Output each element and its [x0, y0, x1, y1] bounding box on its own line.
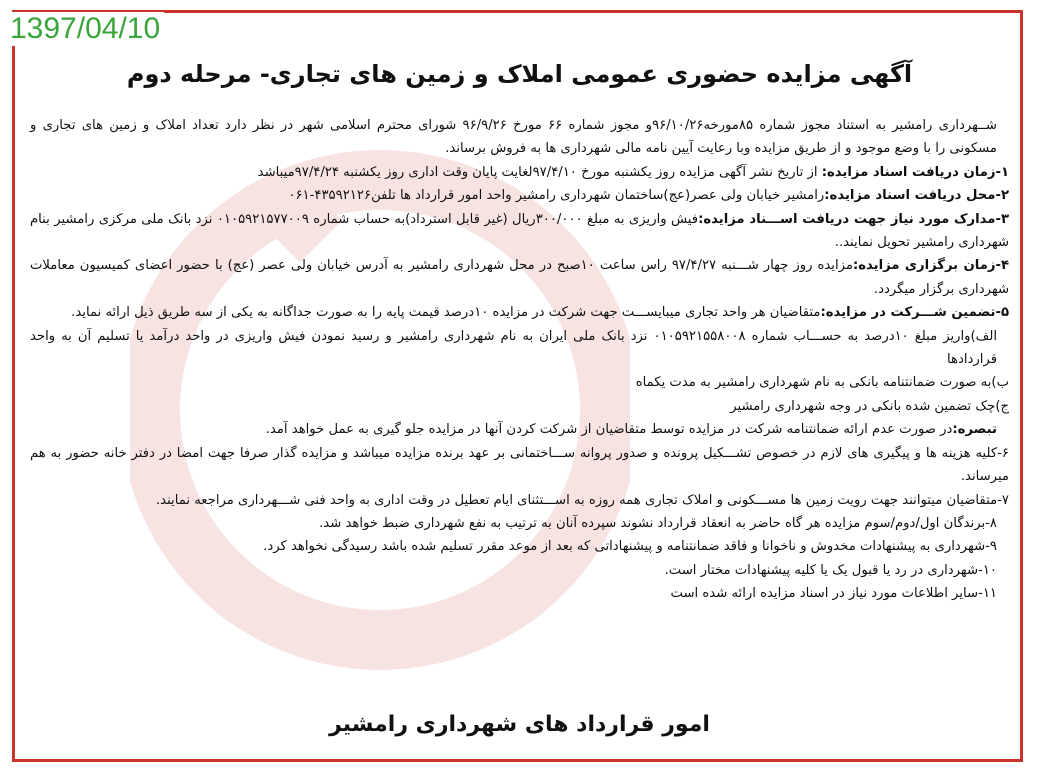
item-1-text: از تاریخ نشر آگهی مزایده روز یکشنبه مورخ ۹۷/۴/۱۰لغایت پایان وقت اداری روز یکشنبه ۹۷/۴/۲۴میباشد: [257, 164, 822, 180]
item-6: ۶-کلیه هزینه ها و پیگیری های لازم در خصوص تشـــکیل پرونده و صدور پروانه ســـاختمانی بر عهد برنده مزایده میباشد و مزایده گذار صرفا جهت امضا در دفتر خانه حضور به هم میرساند.: [30, 445, 1009, 485]
page-title: آگهی مزایده حضوری عمومی املاک و زمین های تجاری- مرحله دوم: [126, 60, 913, 88]
item-1-label: ۱-زمان دریافت اسناد مزایده:: [821, 164, 1009, 180]
item-8: ۸-برندگان اول/دوم/سوم مزایده هر گاه حاضر به انعقاد قرارداد نشوند سپرده آنان به ترتیب به نفع شهرداری ضبط خواهد شد.: [319, 515, 997, 531]
item-11: ۱۱-سایر اطلاعات مورد نیاز در اسناد مزایده ارائه شده است: [670, 586, 997, 602]
item-5-option-b: ب)به صورت ضمانتنامه بانکی به نام شهرداری رامشیر به مدت یکماه: [635, 375, 1009, 391]
item-2: [30, 184, 1009, 207]
item-1: [30, 161, 1009, 184]
item-7: ۷-متقاضیان میتوانند جهت رویت زمین ها مســـکونی و املاک تجاری همه روزه به اســـتثنای ایام تعطیل در وقت اداری به واحد فنی شـــهرداری مراجعه نمایند.: [155, 492, 1009, 508]
note: [30, 418, 1009, 441]
item-2-text: رامشیر خیابان ولی عصر(عج)ساختمان شهرداری رامشیر واحد امور قرارداد ها تلفن۴۳۵۹۲۱۲۶-۰۶۱: [288, 188, 825, 204]
item-3-label: ۳-مدارک مورد نیاز جهت دریافت اســـناد مزایده:: [698, 211, 1009, 227]
item-5: [30, 301, 1009, 324]
intro-paragraph: شــهرداری رامشیر به استناد مجوز شماره ۸۵مورخه۹۶/۱۰/۲۶و مجوز شماره ۶۶ مورخ ۹۶/۹/۲۶ شورای محترم اسلامی شهر در نظر دارد تعداد املاک و زمین های تجاری و مسکونی را با وضع موجود و از طریق مزایده وبا رعایت آیین نامه مالی شهرداری ها به فروش برساند.: [30, 118, 997, 157]
item-4-text: مزایده روز چهار شـــنبه ۹۷/۴/۲۷ راس ساعت ۱۰صبح در محل شهرداری رامشیر به آدرس خیابان ولی عصر (عج) با حضور اعضای کمیسیون معاملات شهرداری برگزار میگردد.: [30, 258, 1009, 297]
item-4-label: ۴-زمان برگزاری مزایده:: [852, 258, 1010, 274]
item-5-text: متقاضیان هر واحد تجاری میبایســـت جهت شرکت در مزایده ۱۰درصد قیمت پایه را به صورت جداگانه به یکی از سه طریق ذیل ارائه نماید.: [71, 305, 821, 321]
item-10: ۱۰-شهرداری در رد یا قبول یک یا کلیه پیشنهادات مختار است.: [664, 562, 997, 578]
item-2-label: ۲-محل دریافت اسناد مزایده:: [824, 188, 1009, 204]
note-label: تبصره:: [952, 422, 997, 438]
item-5-option-c: ج)چک تضمین شده بانکی در وجه شهرداری رامشیر: [730, 398, 1009, 414]
item-5-label: ۵-تضمین شـــرکت در مزایده:: [820, 305, 1009, 321]
item-3-text: فیش واریزی به مبلغ ۳۰۰/۰۰۰ریال (غیر قابل استرداد)به حساب شماره ۰۱۰۵۹۲۱۵۷۷۰۰۹ نزد بانک ملی مرکزی رامشیر بنام شهرداری رامشیر تحویل نمایند..: [30, 211, 1009, 251]
item-9: ۹-شهرداری به پیشنهادات مخدوش و ناخوانا و فاقد ضمانتنامه و پیشنهاداتی که بعد از موعد مقرر تسلیم شده باشد رسیدگی نخواهد کرد.: [263, 539, 997, 555]
footer-signature: امور قرارداد های شهرداری رامشیر: [329, 712, 710, 737]
notice-body: [30, 114, 1009, 606]
note-text: در صورت عدم ارائه ضمانتنامه شرکت در مزایده توسط متقاضیان از شرکت کردن آنها در مزایده جلو گیری به عمل خواهد آمد.: [265, 422, 953, 438]
date-stamp: 1397/04/10: [6, 12, 164, 46]
item-4: [30, 254, 1009, 301]
item-3: [30, 208, 1009, 255]
item-5-option-a: الف)واریز مبلغ ۱۰درصد به حســـاب شماره ۰۱۰۵۹۲۱۵۵۸۰۰۸ نزد بانک ملی ایران به نام شهرداری رامشیر و رسید نمودن فیش واریزی در واحد درآمد یا تسلیم آن به واحد قراردادها: [30, 328, 998, 368]
